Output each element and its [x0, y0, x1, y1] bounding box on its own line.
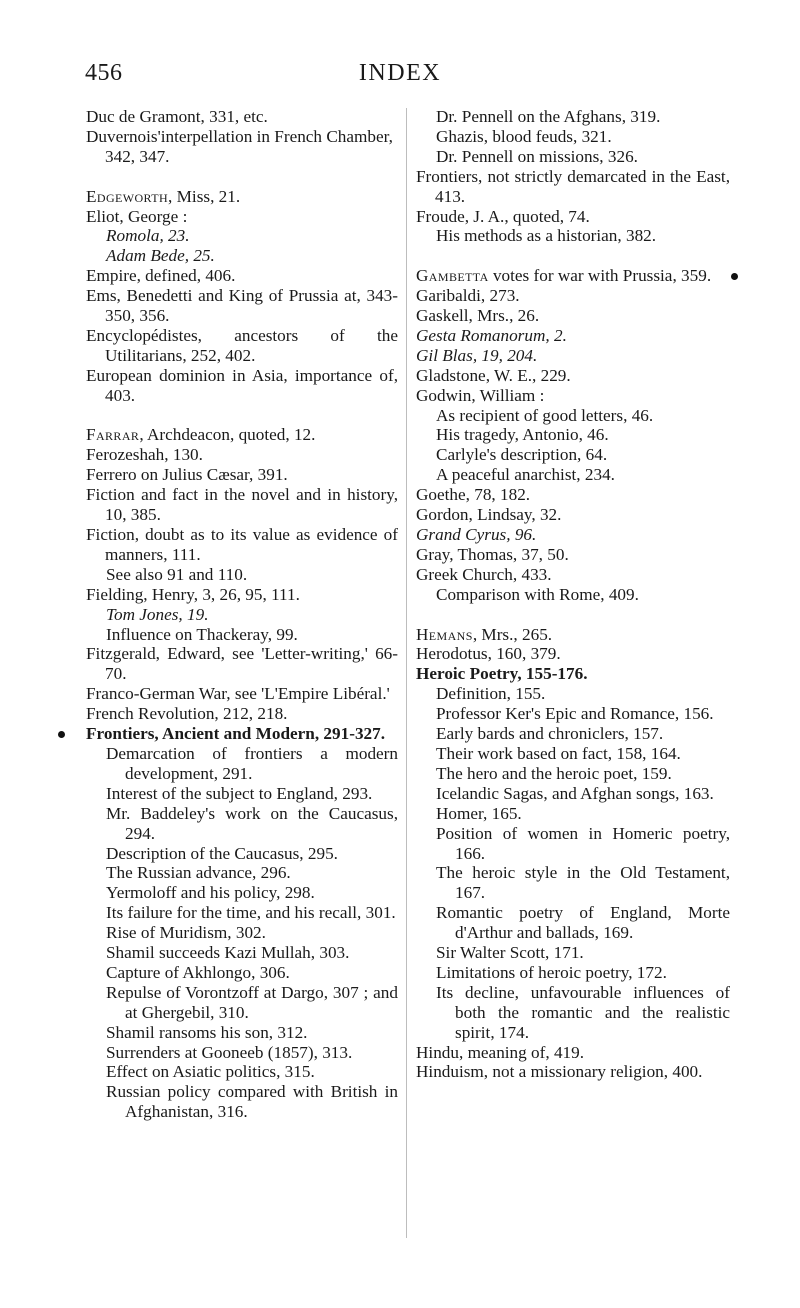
index-entry: Godwin, William : [416, 385, 545, 405]
index-entry: Eliot, George : [86, 206, 188, 226]
entry-spacer [86, 406, 398, 426]
index-entry: Gordon, Lindsay, 32. [416, 505, 562, 525]
index-subentry: Interest of the subject to England, 293. [106, 783, 373, 803]
index-subentry: See also 91 and 110. [106, 564, 248, 584]
entry-lead-word: Gambetta [416, 266, 489, 286]
index-subentry: Professor Ker's Epic and Romance, 156. [436, 704, 714, 724]
index-subentry: The Russian advance, 296. [106, 863, 291, 883]
margin-mark-icon [731, 273, 738, 280]
index-subentry: Adam Bede, 25. [106, 246, 215, 266]
index-subentry: Comparison with Rome, 409. [436, 584, 639, 604]
page-title: INDEX [358, 60, 442, 86]
index-entry: Hindu, meaning of, 419. [416, 1042, 585, 1062]
page-number: 456 [85, 60, 123, 86]
index-entry: Franco-German War, see 'L'Empire Libéral.' [86, 684, 390, 704]
index-subentry: Icelandic Sagas, and Afghan songs, 163. [436, 783, 714, 803]
index-subentry: His methods as a historian, 382. [436, 226, 657, 246]
index-subentry: Their work based on fact, 158, 164. [436, 743, 681, 763]
index-entry: Ferrero on Julius Cæsar, 391. [86, 465, 288, 485]
column-divider [406, 108, 407, 1238]
index-entry: Gil Blas, 19, 204. [416, 345, 538, 365]
index-subentry: Russian policy compared with British in Afghanistan, 316. [106, 1082, 398, 1122]
index-column-left [86, 107, 398, 1122]
index-subentry: Early bards and chroniclers, 157. [436, 724, 664, 744]
index-entry: Frontiers, not strictly demarcated in the East, 413. [416, 166, 730, 206]
entry-lead-word: Edgeworth [86, 186, 169, 206]
index-entry: Gladstone, W. E., 229. [416, 365, 571, 385]
index-entry: Empire, defined, 406. [86, 266, 236, 286]
index-subentry: Carlyle's description, 64. [436, 445, 608, 465]
index-subentry: As recipient of good letters, 46. [436, 405, 654, 425]
index-subentry: Shamil ransoms his son, 312. [106, 1022, 308, 1042]
index-entry: Gaskell, Mrs., 26. [416, 306, 540, 326]
index-entry: Hinduism, not a missionary religion, 400. [416, 1062, 703, 1082]
index-subentry: Demarcation of frontiers a modern development, 291. [106, 743, 398, 783]
index-entry: Froude, J. A., quoted, 74. [416, 206, 590, 226]
index-entry: European dominion in Asia, importance of, 403. [86, 365, 398, 405]
index-subentry: Capture of Akhlongo, 306. [106, 962, 290, 982]
index-subentry: Romola, 23. [106, 226, 190, 246]
index-entry: Gambetta votes for war with Prussia, 359. [416, 266, 730, 286]
entry-spacer [416, 605, 730, 625]
index-entry: Grand Cyrus, 96. [416, 525, 537, 545]
index-subentry: Repulse of Vorontzoff at Dargo, 307 ; and at Ghergebil, 310. [106, 982, 398, 1022]
index-subentry: Rise of Muridism, 302. [106, 923, 266, 943]
entry-lead-word: Hemans [416, 624, 473, 644]
entry-spacer [416, 246, 730, 266]
index-entry: Fiction, doubt as to its value as evidence of manners, 111. [86, 525, 398, 564]
index-subentry: Yermoloff and his policy, 298. [106, 883, 315, 903]
margin-mark-icon [58, 731, 65, 738]
index-entry: Greek Church, 433. [416, 564, 552, 584]
entry-spacer [86, 167, 398, 187]
index-entry: Farrar, Archdeacon, quoted, 12. [86, 425, 316, 445]
index-subentry: Description of the Caucasus, 295. [106, 843, 338, 863]
index-subentry: Mr. Baddeley's work on the Caucasus, 294. [106, 803, 398, 843]
index-subentry: Dr. Pennell on the Afghans, 319. [436, 107, 661, 126]
index-column-right [416, 107, 730, 1082]
index-entry: Ferozeshah, 130. [86, 445, 203, 465]
index-entry: Duc de Gramont, 331, etc. [86, 107, 268, 126]
index-entry: French Revolution, 212, 218. [86, 704, 288, 724]
index-entry: Duvernois'interpellation in French Chamber, 342, 347. [86, 126, 393, 166]
index-entry: Goethe, 78, 182. [416, 485, 531, 505]
index-subentry: Homer, 165. [436, 803, 522, 823]
index-entry: Gray, Thomas, 37, 50. [416, 544, 569, 564]
index-entry: Encyclopédistes, ancestors of the Utilitarians, 252, 402. [86, 325, 398, 365]
index-subentry: The hero and the heroic poet, 159. [436, 763, 672, 783]
index-entry: Garibaldi, 273. [416, 286, 520, 306]
index-subentry: Definition, 155. [436, 684, 546, 704]
index-subentry: A peaceful anarchist, 234. [436, 465, 615, 485]
index-subentry: Tom Jones, 19. [106, 604, 209, 624]
index-entry: Ems, Benedetti and King of Prussia at, 343-350, 356. [86, 286, 398, 326]
index-subentry: Its decline, unfavourable influences of both the romantic and the realistic spirit, 174. [436, 982, 730, 1042]
index-entry: Heroic Poetry, 155-176. [416, 664, 588, 684]
index-entry: Gesta Romanorum, 2. [416, 325, 567, 345]
index-subentry: Dr. Pennell on missions, 326. [436, 146, 638, 166]
index-subentry: The heroic style in the Old Testament, 167. [436, 863, 730, 903]
index-entry: Frontiers, Ancient and Modern, 291-327. [86, 724, 398, 744]
index-subentry: Shamil succeeds Kazi Mullah, 303. [106, 943, 350, 963]
index-subentry: Position of women in Homeric poetry, 166. [436, 823, 730, 863]
index-subentry: His tragedy, Antonio, 46. [436, 425, 609, 445]
index-subentry: Influence on Thackeray, 99. [106, 624, 298, 644]
index-subentry: Limitations of heroic poetry, 172. [436, 962, 667, 982]
index-subentry: Sir Walter Scott, 171. [436, 943, 584, 963]
index-entry: Herodotus, 160, 379. [416, 644, 561, 664]
index-subentry: Effect on Asiatic politics, 315. [106, 1062, 315, 1082]
index-subentry: Its failure for the time, and his recall, 301. [106, 903, 396, 923]
entry-lead-word: Farrar [86, 425, 140, 445]
index-subentry: Romantic poetry of England, Morte d'Arthur and ballads, 169. [436, 903, 730, 943]
index-subentry: Surrenders at Gooneeb (1857), 313. [106, 1042, 353, 1062]
index-subentry: Ghazis, blood feuds, 321. [436, 126, 612, 146]
index-entry: Fielding, Henry, 3, 26, 95, 111. [86, 584, 300, 604]
index-entry: Fitzgerald, Edward, see 'Letter-writing,' 66-70. [86, 644, 398, 684]
index-entry: Fiction and fact in the novel and in history, 10, 385. [86, 485, 398, 525]
index-entry: Hemans, Mrs., 265. [416, 624, 553, 644]
index-entry: Edgeworth, Miss, 21. [86, 186, 241, 206]
